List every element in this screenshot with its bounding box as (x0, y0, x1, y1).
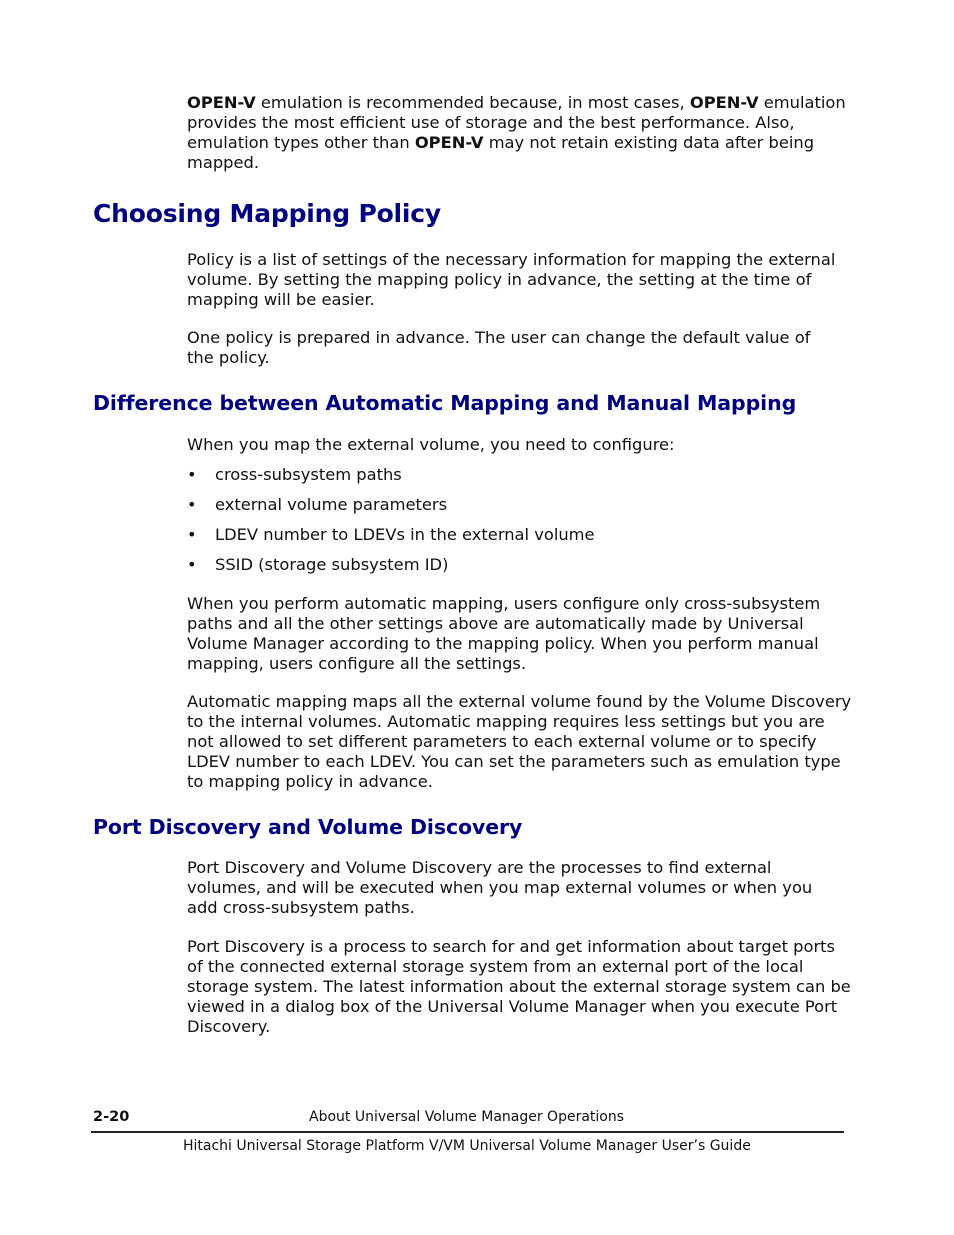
footer-chapter-title: About Universal Volume Manager Operations (309, 1109, 625, 1125)
list-item-text: cross-subsystem paths (215, 465, 402, 484)
list-item (187, 525, 595, 555)
section-title-automatic-vs-manual: Difference between Automatic Mapping and Manual Mapping (93, 391, 797, 415)
intro-strong-2: OPEN-V (689, 93, 759, 112)
bullet-icon: • (187, 495, 197, 514)
intro-text-2: emulation provides the most efficient use of storage and the best performance. Also, emulation types other than (187, 93, 846, 152)
list-item-text: LDEV number to LDEVs in the external volume (215, 525, 595, 544)
footer-divider (91, 1131, 844, 1133)
list-item-text: SSID (storage subsystem ID) (215, 555, 449, 574)
intro-strong-3: OPEN-V (414, 133, 484, 152)
intro-paragraph (187, 93, 857, 173)
discovery-paragraph-2: Port Discovery is a process to search for and get information about target ports of the connected external storage system from an external port of the local storage system. The latest information about the external storage system can be viewed in a dialog box of the Universal Volume Manager when you execute Port Discovery. (187, 937, 851, 1036)
mapping-paragraph-1: When you perform automatic mapping, users configure only cross-subsystem paths and all the other settings above are automatically made by Universal Volume Manager according to the mapping policy. When you perform manual mapping, users configure all the settings. (187, 594, 821, 673)
list-item (187, 555, 595, 585)
intro-text-1: emulation is recommended because, in most cases, (255, 93, 690, 112)
policy-paragraph-2: One policy is prepared in advance. The user can change the default value of the policy. (187, 328, 811, 367)
mapping-lead: When you map the external volume, you need to configure: (187, 435, 675, 454)
intro-strong-1: OPEN-V (187, 93, 256, 112)
mapping-paragraph-2: Automatic mapping maps all the external volume found by the Volume Discovery to the internal volumes. Automatic mapping requires less settings but you are not allowed to set different parameters to each external volume or to specify LDEV number to each LDEV. You can set the parameters such as emulation type to mapping policy in advance. (187, 692, 852, 791)
page-number: 2-20 (93, 1109, 130, 1125)
list-item (187, 465, 595, 495)
bullet-icon: • (187, 555, 197, 574)
bullet-icon: • (187, 525, 197, 544)
list-item (187, 495, 595, 525)
footer-guide-title: Hitachi Universal Storage Platform V/VM Universal Volume Manager User’s Guide (183, 1138, 751, 1154)
configuration-bullet-list (187, 465, 595, 585)
bullet-icon: • (187, 465, 197, 484)
intro-text-3: may not retain existing data after being mapped. (187, 133, 815, 172)
section-title-port-volume-discovery: Port Discovery and Volume Discovery (93, 815, 523, 839)
list-item-text: external volume parameters (215, 495, 448, 514)
policy-paragraph-1: Policy is a list of settings of the necessary information for mapping the external volume. By setting the mapping policy in advance, the setting at the time of mapping will be easier. (187, 250, 836, 309)
section-title-choosing-mapping-policy: Choosing Mapping Policy (93, 199, 442, 228)
discovery-paragraph-1: Port Discovery and Volume Discovery are the processes to find external volumes, and will be executed when you map external volumes or when you add cross-subsystem paths. (187, 858, 813, 917)
